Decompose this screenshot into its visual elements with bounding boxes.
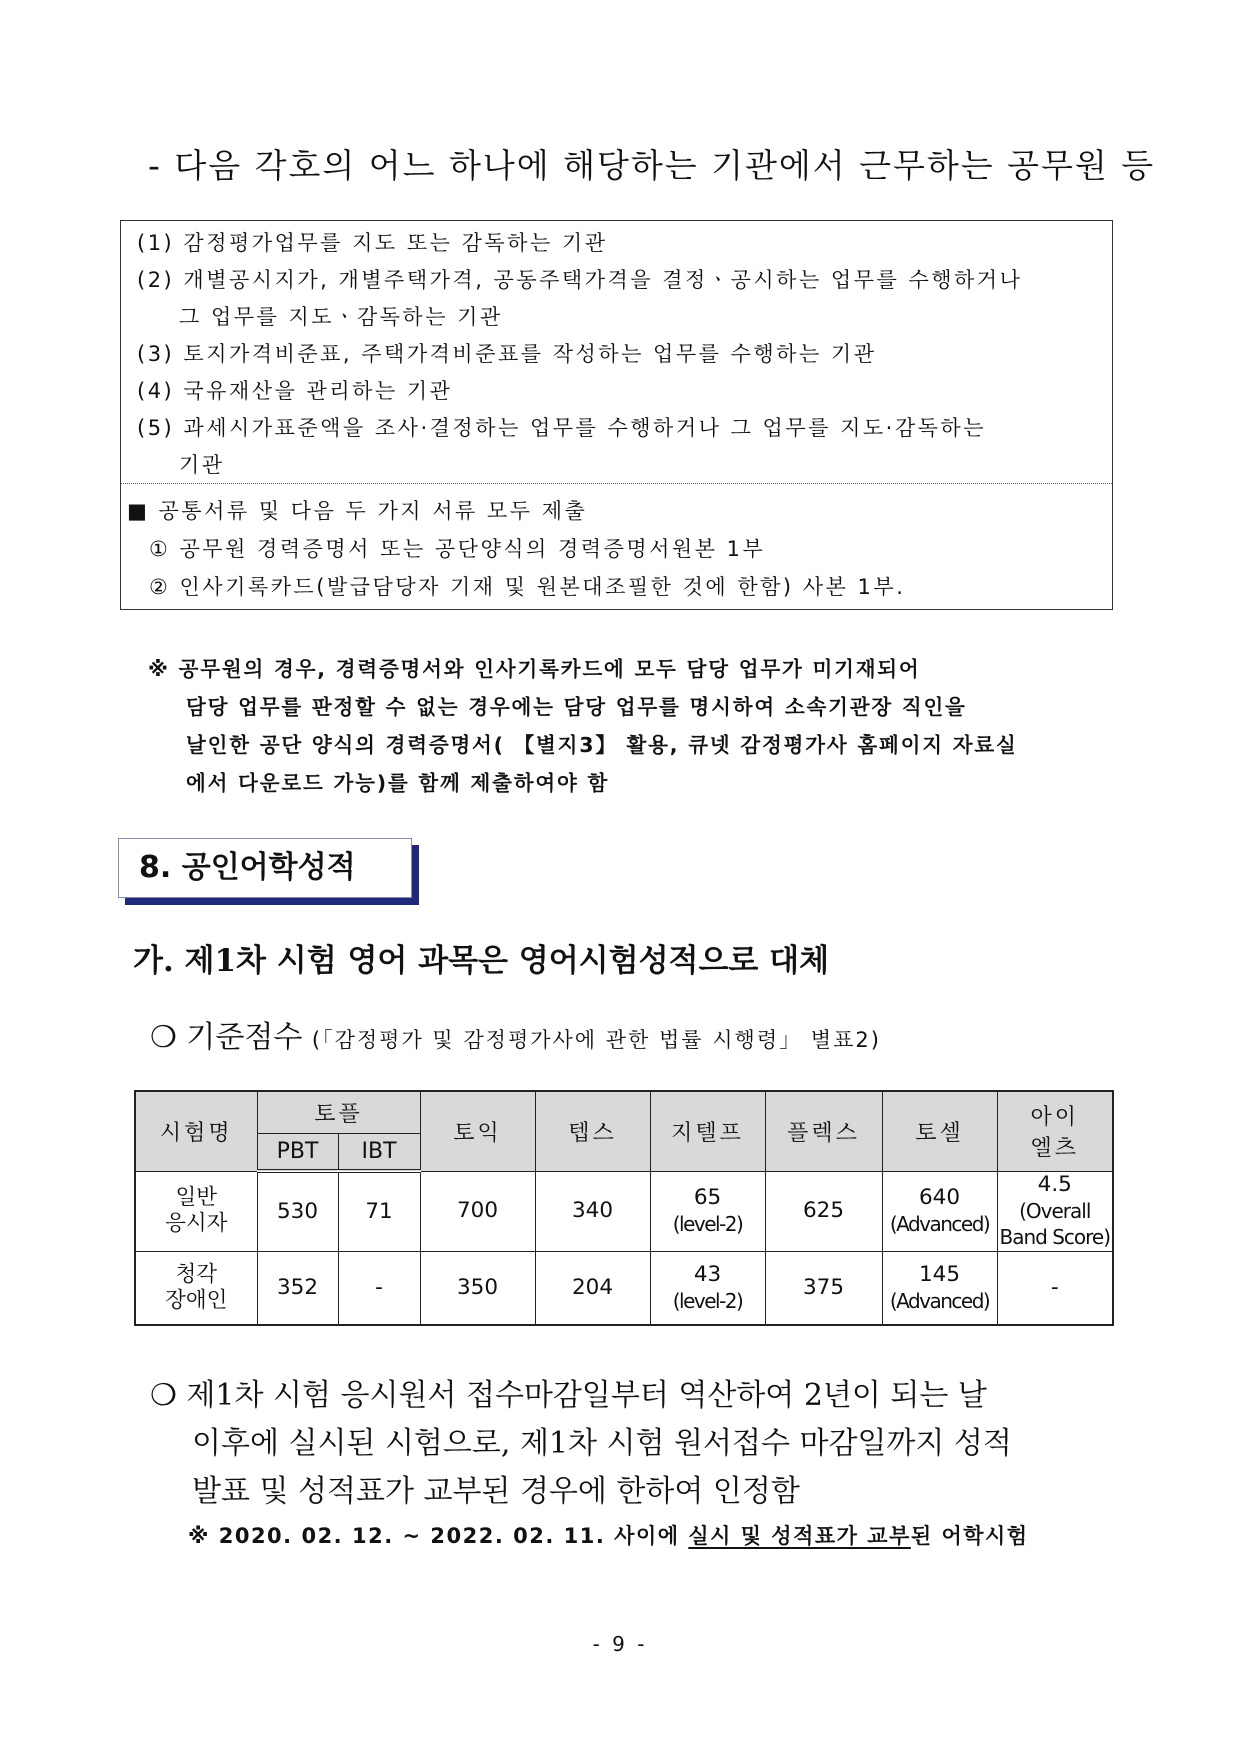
cell-teps: 204 [535,1251,650,1325]
paragraph-line: 발표 및 성적표가 교부된 경우에 한하여 인정함 [192,1474,800,1509]
note-line: 에서 다운로드 가능)를 함께 제출하여야 함 [186,771,610,795]
cell-toeic: 350 [420,1251,535,1325]
header-flex: 플렉스 [765,1091,882,1171]
document-item: ① 공무원 경력증명서 또는 공단양식의 경력증명서원본 1부 [149,537,766,561]
agency-box [120,220,1113,610]
footnote-underlined: 실시 및 성적표가 교부 [688,1524,911,1548]
agency-item: (4) 국유재산을 관리하는 기관 [137,379,453,403]
page-number: - 9 - [592,1632,648,1656]
cell-ielts: 4.5 (Overall Band Score) [997,1171,1113,1251]
score-table [134,1090,1114,1326]
cell-ibt: 71 [338,1171,420,1251]
note-line: ※ 공무원의 경우, 경력증명서와 인사기록카드에 모두 담당 업무가 미기재되어 [148,657,921,681]
cell-gtelp: 43 (level-2) [650,1251,765,1325]
cell-gtelp: 65 (level-2) [650,1171,765,1251]
header-ielts [997,1091,1113,1171]
document-item: ② 인사기록카드(발급담당자 기재 및 원본대조필한 것에 한함) 사본 1부. [149,575,906,599]
header-toeic: 토익 [420,1091,535,1171]
intro-line: - 다음 각호의 어느 하나에 해당하는 기관에서 근무하는 공무원 등 [148,146,1156,185]
agency-item-continued: 그 업무를 지도ㆍ감독하는 기관 [179,305,503,329]
cell-toeic: 700 [420,1171,535,1251]
footnote-prefix: ※ 2020. 02. 12. ~ 2022. 02. 11. 사이에 [188,1524,689,1548]
header-ielts-line2: 엘츠 [1030,1136,1080,1162]
table-row [135,1251,1113,1325]
header-tosel: 토셀 [882,1091,997,1171]
header-pbt: PBT [257,1133,338,1171]
footnote-suffix: 된 어학시험 [910,1524,1029,1548]
agency-item-continued: 기관 [179,453,225,477]
cell-pbt: 352 [257,1251,338,1325]
cell-pbt: 530 [257,1171,338,1251]
header-teps: 텝스 [535,1091,650,1171]
row-label: 청각 장애인 [135,1251,257,1325]
paragraph-line: ❍ 제1차 시험 응시원서 접수마감일부터 역산하여 2년이 되는 날 [150,1378,987,1413]
criteria-label: ❍ 기준점수 [150,1020,303,1055]
agency-item: (1) 감정평가업무를 지도 또는 감독하는 기관 [137,231,608,255]
note-line: 날인한 공단 양식의 경력증명서( 【별지3】 활용, 큐넷 감정평가사 홈페이지 자료실 [186,733,1018,757]
subheading: 가. 제1차 시험 영어 과목은 영어시험성적으로 대체 [133,943,830,979]
agency-list [121,221,1112,484]
cell-teps: 340 [535,1171,650,1251]
agency-item: (5) 과세시가표준액을 조사·결정하는 업무를 수행하거나 그 업무를 지도·감독하는 [137,416,986,440]
header-exam: 시험명 [135,1091,257,1171]
agency-item: (3) 토지가격비준표, 주택가격비준표를 작성하는 업무를 수행하는 기관 [137,342,877,366]
criteria-line [150,1012,881,1056]
row-label: 일반 응시자 [135,1171,257,1251]
cell-ibt: - [338,1251,420,1325]
cell-flex: 375 [765,1251,882,1325]
cell-tosel: 640 (Advanced) [882,1171,997,1251]
cell-tosel: 145 (Advanced) [882,1251,997,1325]
agency-item: (2) 개별공시지가, 개별주택가격, 공동주택가격을 결정ㆍ공시하는 업무를 수행하거나 [137,268,1023,292]
documents-heading: ■ 공통서류 및 다음 두 가지 서류 모두 제출 [127,499,588,523]
criteria-source: (「감정평가 및 감정평가사에 관한 법률 시행령」 별표2) [311,1028,881,1052]
header-gtelp: 지텔프 [650,1091,765,1171]
cell-ielts: - [997,1251,1113,1325]
section-title: 8. 공인어학성적 [118,838,412,898]
cell-flex: 625 [765,1171,882,1251]
paragraph-line: 이후에 실시된 시험으로, 제1차 시험 원서접수 마감일까지 성적 [192,1426,1012,1461]
header-ielts-line1: 아이 [1030,1105,1080,1131]
note-line: 담당 업무를 판정할 수 없는 경우에는 담당 업무를 명시하여 소속기관장 직인을 [186,695,967,719]
table-row [135,1171,1113,1251]
header-toefl: 토플 [257,1091,420,1133]
header-ibt: IBT [338,1133,420,1171]
footnote [188,1520,1029,1550]
